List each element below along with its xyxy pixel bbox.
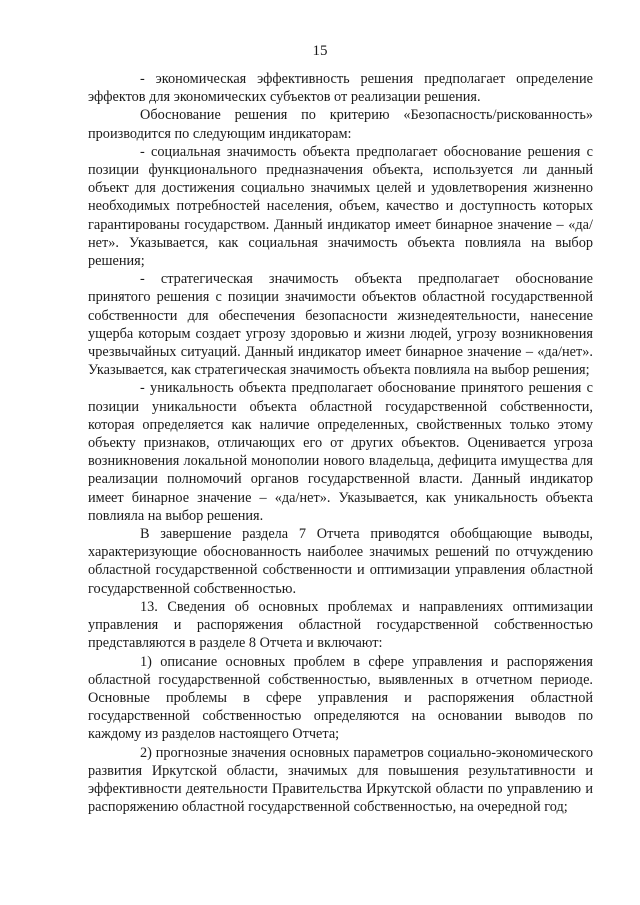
paragraph: 2) прогнозные значения основных параметров социально-экономического развития Иркутской области, значимых для повышения результативности и эффективности деятельности Правительства Иркутской области по управлению и распоряжению областной государственной собственностью, на очередной год; (88, 744, 593, 816)
paragraph: - стратегическая значимость объекта предполагает обоснование принятого решения с позиции значимости объектов областной государственной собственности для обеспечения безопасности жизнедеятельности, нанесение ущерба которым создает угрозу здоровью и жизни людей, угрозу возникновения чрезвычайных ситуаций. Данный индикатор имеет бинарное значение – «да/нет». Указывается, как стратегическая значимость объекта повлияла на выбор решения; (88, 271, 593, 379)
paragraph: - экономическая эффективность решения предполагает определение эффектов для экономических субъектов от реализации решения. (88, 71, 593, 106)
page-number: 15 (312, 43, 328, 59)
paragraph: 13. Сведения об основных проблемах и направлениях оптимизации управления и распоряжения областной государственной собственностью представляются в разделе 8 Отчета и включают: (88, 598, 593, 652)
body-text (88, 70, 593, 816)
paragraph: Обоснование решения по критерию «Безопасность/рискованность» производится по следующим индикаторам: (88, 107, 593, 142)
paragraph: - социальная значимость объекта предполагает обоснование решения с позиции функционального предназначения объекта, используется ли данный объект для достижения социально значимых целей и удовлетворения жизненно необходимых потребностей населения, объем, качество и доступность которых гарантированы государством. Данный индикатор имеет бинарное значение – «да/нет». Указывается, как социальная значимость объекта повлияла на выбор решения; (88, 143, 593, 270)
paragraph: - уникальность объекта предполагает обоснование принятого решения с позиции уникальности объекта областной государственной собственности, которая определяется как наличие определенных, свойственных только этому объекту признаков, отличающих его от других объектов. Оценивается угроза возникновения локальной монополии нового владельца, дефицита имущества для реализации полномочий органов государственной власти. Данный индикатор имеет бинарное значение – «да/нет». Указывается, как уникальность объекта повлияла на выбор решения. (88, 380, 593, 524)
paragraph: 1) описание основных проблем в сфере управления и распоряжения областной государственной собственностью, выявленных в отчетном периоде. Основные проблемы в сфере управления и распоряжения областной государственной собственностью определяются на основании выводов по каждому из разделов настоящего Отчета; (88, 653, 593, 743)
paragraph: В завершение раздела 7 Отчета приводятся обобщающие выводы, характеризующие обоснованность наиболее значимых решений по отчуждению областной государственной собственности и оптимизации управления областной государственной собственностью. (88, 526, 593, 597)
